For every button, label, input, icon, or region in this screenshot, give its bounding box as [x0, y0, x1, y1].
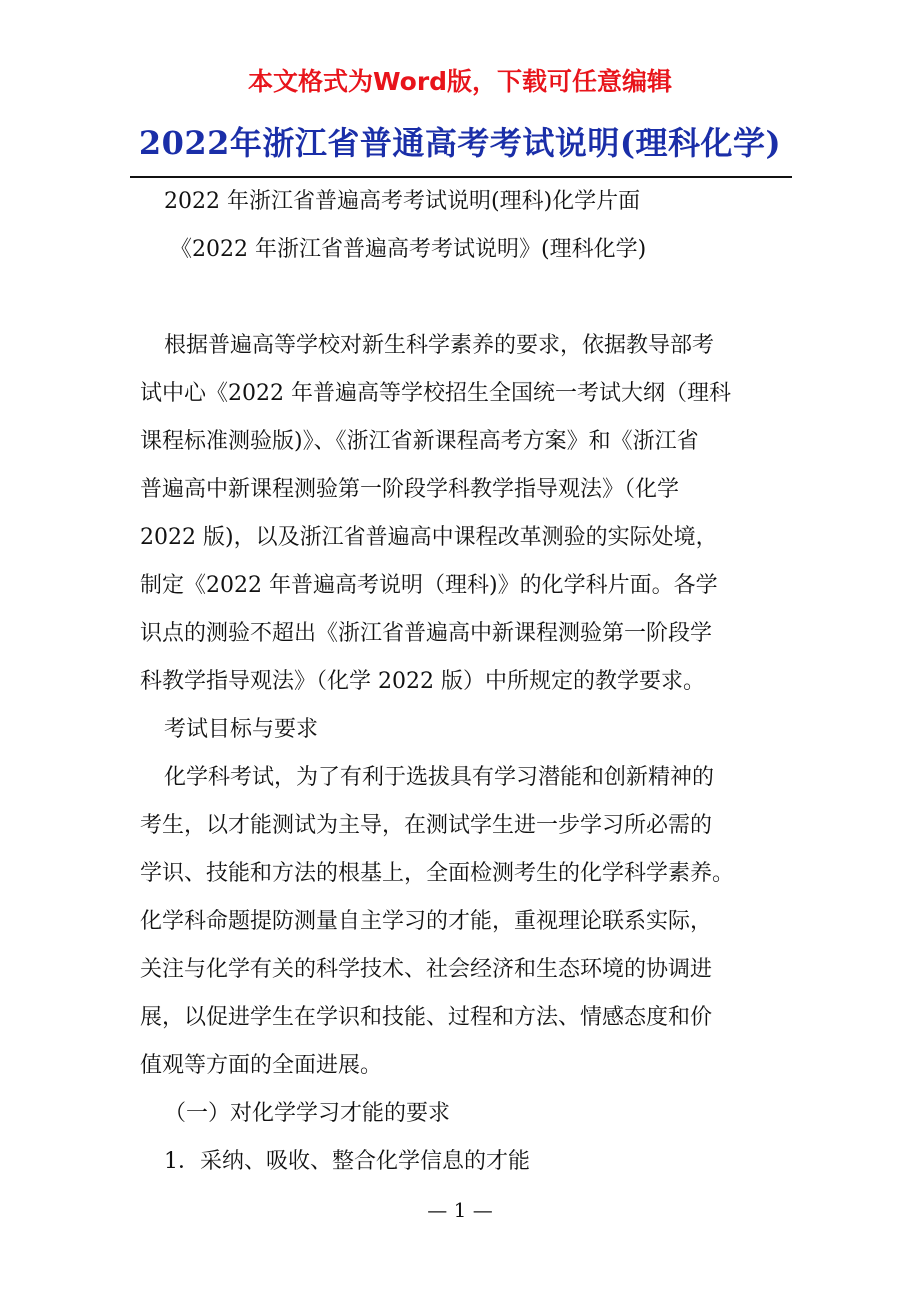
download-banner: 本文格式为Word版，下载可任意编辑 — [247, 67, 673, 96]
paragraph-line: 化学科考试，为了有利于选拔具有学习潜能和创新精神的 — [164, 765, 715, 790]
document-title: 2022年浙江省普通高考考试说明(理科化学) — [138, 124, 782, 162]
subtitle-line: 《2022 年浙江省普遍高考考试说明》(理科化学) — [170, 237, 647, 262]
page-number: — 1 — — [427, 1198, 493, 1222]
paragraph-line: 识点的测验不超出《浙江省普遍高中新课程测验第一阶段学 — [140, 621, 713, 646]
paragraph-line: 根据普遍高等学校对新生科学素养的要求，依据教导部考 — [164, 333, 715, 358]
paragraph-line: 展，以促进学生在学识和技能、过程和方法、情感态度和价 — [140, 1005, 713, 1030]
paragraph-line: 试中心《2022 年普遍高等学校招生全国统一考试大纲（理科 — [140, 381, 731, 406]
subsection-heading: （一）对化学学习才能的要求 — [164, 1101, 451, 1126]
paragraph-line: 科教学指导观法》（化学 2022 版）中所规定的教学要求。 — [140, 669, 705, 694]
paragraph-line: 关注与化学有关的科学技术、社会经济和生态环境的协调进 — [140, 957, 713, 982]
paragraph-line: 学识、技能和方法的根基上，全面检测考生的化学科学素养。 — [140, 861, 735, 886]
paragraph-line: 值观等方面的全面进展。 — [140, 1053, 383, 1078]
paragraph-intro — [140, 322, 790, 706]
paragraph-line: 普遍高中新课程测验第一阶段学科教学指导观法》（化学 — [140, 477, 680, 502]
paragraph-line: 制定《2022 年普遍高考说明（理科)》的化学科片面。各学 — [140, 573, 718, 598]
paragraph-line: 考生，以才能测试为主导，在测试学生进一步学习所必需的 — [140, 813, 713, 838]
section-heading: 考试目标与要求 — [164, 717, 319, 742]
paragraph-line: 2022 版)，以及浙江省普遍高中课程改革测验的实际处境， — [140, 525, 718, 550]
document-body — [140, 178, 790, 1186]
list-item: 1．采纳、吸收、整合化学信息的才能 — [164, 1149, 530, 1174]
subtitle-line: 2022 年浙江省普遍高考考试说明(理科)化学片面 — [164, 189, 641, 214]
paragraph-line: 课程标准测验版)》、《浙江省新课程高考方案》和《浙江省 — [140, 429, 699, 454]
paragraph-goals — [140, 754, 790, 1090]
paragraph-line: 化学科命题提防测量自主学习的才能，重视理论联系实际， — [140, 909, 713, 934]
blank-line — [140, 274, 790, 322]
